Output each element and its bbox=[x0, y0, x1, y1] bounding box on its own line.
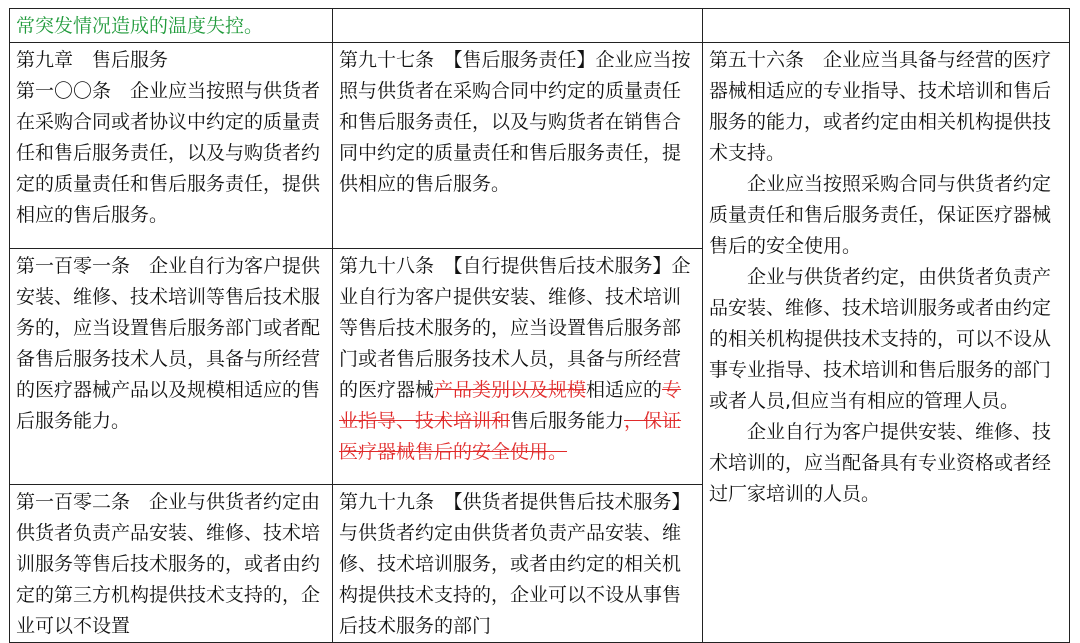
table-cell bbox=[333, 9, 703, 43]
deleted-text: 专业指导、技术培训和 bbox=[339, 379, 682, 432]
table-cell bbox=[333, 249, 703, 485]
article-text: 第一百零一条 企业自行为客户提供安装、维修、技术培训等售后技术服务的，应当设置售后服务部门或者配备售后服务技术人员，具备与所经营的医疗器械产品以及规模相适应的售后服务能力。 bbox=[16, 255, 321, 432]
text-segment: 售后服务能力 bbox=[510, 410, 625, 432]
table-cell bbox=[333, 485, 703, 643]
article-text: 第一百零二条 企业与供货者约定由供货者负责产品安装、维修、技术培训服务等售后技术服务的，或者由约定的第三方机构提供技术支持的，企业可以不设置 bbox=[16, 491, 321, 637]
article-text: 第一〇〇条 企业应当按照与供货者在采购合同或者协议中约定的质量责任和售后服务责任，以及与购货者约定的质量责任和售后服务责任，提供相应的售后服务。 bbox=[16, 80, 321, 226]
table-cell bbox=[10, 485, 333, 643]
deleted-text: 产品类别以及规模 bbox=[434, 379, 587, 401]
chapter-heading: 第九章 售后服务 bbox=[16, 49, 169, 71]
article-text: 第五十六条 企业应当具备与经营的医疗器械相适应的专业指导、技术培训和售后服务的能力，或者约定由相关机构提供技术支持。 bbox=[709, 49, 1052, 164]
table-cell bbox=[333, 43, 703, 249]
article-text: 第九十七条 【售后服务责任】企业应当按照与供货者在采购合同中约定的质量责任和售后服务责任，以及与购货者在销售合同中约定的质量责任和售后服务责任，提供相应的售后服务。 bbox=[339, 49, 691, 195]
deleted-text: ，保证医疗器械售后的安全使用。 bbox=[339, 410, 682, 463]
paragraph-text: 企业与供货者约定，由供货者负责产品安装、维修、技术培训服务或者由约定的相关机构提供技术支持的，可以不设从事专业指导、技术培训和售后服务的部门或者人员,但应当有相应的管理人员。 bbox=[709, 266, 1052, 412]
paragraph-text: 企业应当按照采购合同与供货者约定质量责任和售后服务责任，保证医疗器械售后的安全使用。 bbox=[709, 173, 1052, 257]
text-segment: 相适应的 bbox=[586, 379, 663, 401]
table-cell bbox=[10, 249, 333, 485]
cell-text: 常突发情况造成的温度失控。 bbox=[16, 15, 264, 37]
paragraph-text: 企业自行为客户提供安装、维修、技术培训的，应当配备具有专业资格或者经过厂家培训的人员。 bbox=[709, 421, 1052, 505]
text-segment: 第九十八条 【自行提供售后技术服务】企业自行为客户提供安装、维修、技术培训等售后技术服务的，应当设置售后服务部门或者售后服务技术人员，具备与所经营的医疗器械 bbox=[339, 255, 691, 401]
table-cell bbox=[10, 43, 333, 249]
table-cell bbox=[703, 9, 1070, 43]
table-row bbox=[10, 43, 1070, 249]
table-cell-merged bbox=[703, 43, 1070, 643]
table-row bbox=[10, 9, 1070, 43]
comparison-table bbox=[9, 8, 1070, 643]
article-text: 第九十九条 【供货者提供售后技术服务】与供货者约定由供货者负责产品安装、维修、技术培训服务，或者由约定的相关机构提供技术支持的，企业可以不设从事售后技术服务的部门 bbox=[339, 491, 691, 637]
table-cell bbox=[10, 9, 333, 43]
article-text-with-deletions bbox=[339, 251, 696, 468]
